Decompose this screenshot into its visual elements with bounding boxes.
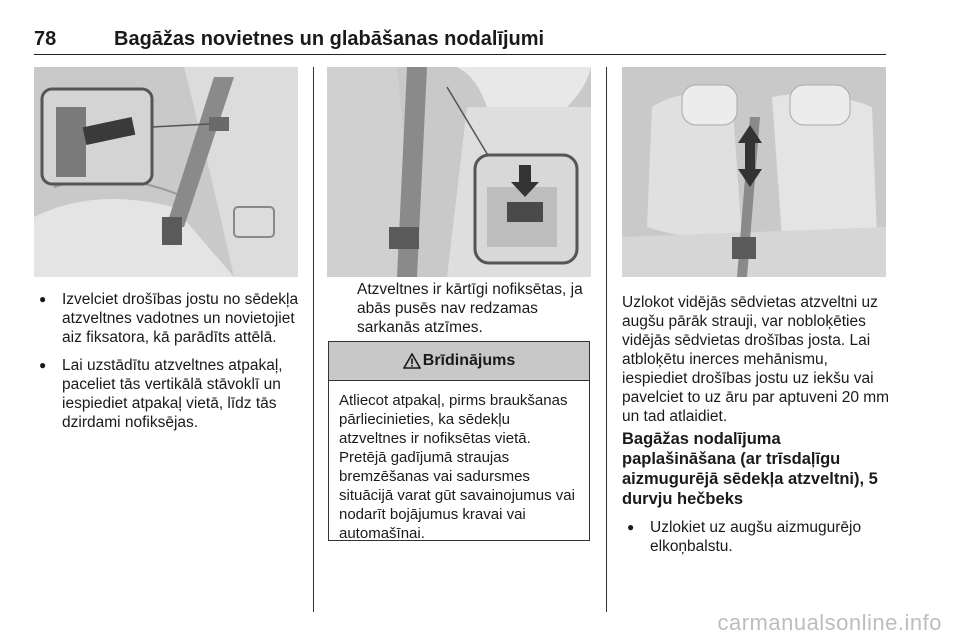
middle-seat-illustration xyxy=(622,67,886,277)
column3-paragraph: Uzlokot vidējās sēdvietas atzveltni uz augšu pārāk strauji, var nobloķēties vidējās sēdvietas drošības josta. Lai atbloķētu inerces mehānismu, iespiediet drošības jostu uz iekšu vai pavelciet to uz āru par aptuveni 20 mm un tad atlaidiet. xyxy=(622,294,890,425)
figure-seatbelt-guide xyxy=(34,67,298,277)
warning-title: Brīdinājums xyxy=(422,352,516,369)
page-header xyxy=(34,28,886,55)
backrest-latch-illustration xyxy=(327,67,591,277)
page-number: 78 xyxy=(34,28,57,50)
column-divider xyxy=(606,67,607,612)
column-divider xyxy=(313,67,314,612)
section-heading: Bagāžas nodalījuma paplašināšana (ar trīsdaļīgu aizmugurējā sēdekļa atzveltni), 5 durvju hečbeks xyxy=(622,430,878,508)
seatbelt-guide-illustration xyxy=(34,67,298,277)
warning-text: Atliecot atpakaļ, pirms braukšanas pārliecinieties, ka sēdekļu atzveltnes ir nofiksētas vietā. Pretējā gadījumā straujas bremzēšanas vai sadursmes situācijā varat gūt savainojumus vai nodarīt bojājumus kravai vai automašīnai. xyxy=(339,392,575,542)
page-title: Bagāžas novietnes un glabāšanas nodalījumi xyxy=(114,28,545,50)
list-item: ● Uzlokiet uz augšu aizmugurējo elkoņbalstu. xyxy=(622,518,888,556)
watermark: carmanualsonline.info xyxy=(717,610,942,635)
warning-triangle-icon xyxy=(403,353,421,369)
warning-box xyxy=(328,341,590,541)
list-item: ● Izvelciet drošības jostu no sēdekļa atzveltnes vadotnes un novietojiet aiz fiksatora, kā parādīts attēlā. xyxy=(34,290,300,347)
figure-middle-seat xyxy=(622,67,886,277)
column2-paragraph: Atzveltnes ir kārtīgi nofiksētas, ja abās pusēs nav redzamas sarkanās atzīmes. xyxy=(357,281,583,336)
column1-bullet-list xyxy=(34,290,300,441)
warning-header xyxy=(329,342,589,381)
figure-backrest-latch xyxy=(327,67,591,277)
column3-bullet-list xyxy=(622,518,888,565)
list-item: ● Lai uzstādītu atzveltnes atpakaļ, paceliet tās vertikālā stāvoklī un iespiediet atpakaļ vietā, līdz tās dzirdami nofiksējas. xyxy=(34,356,300,432)
